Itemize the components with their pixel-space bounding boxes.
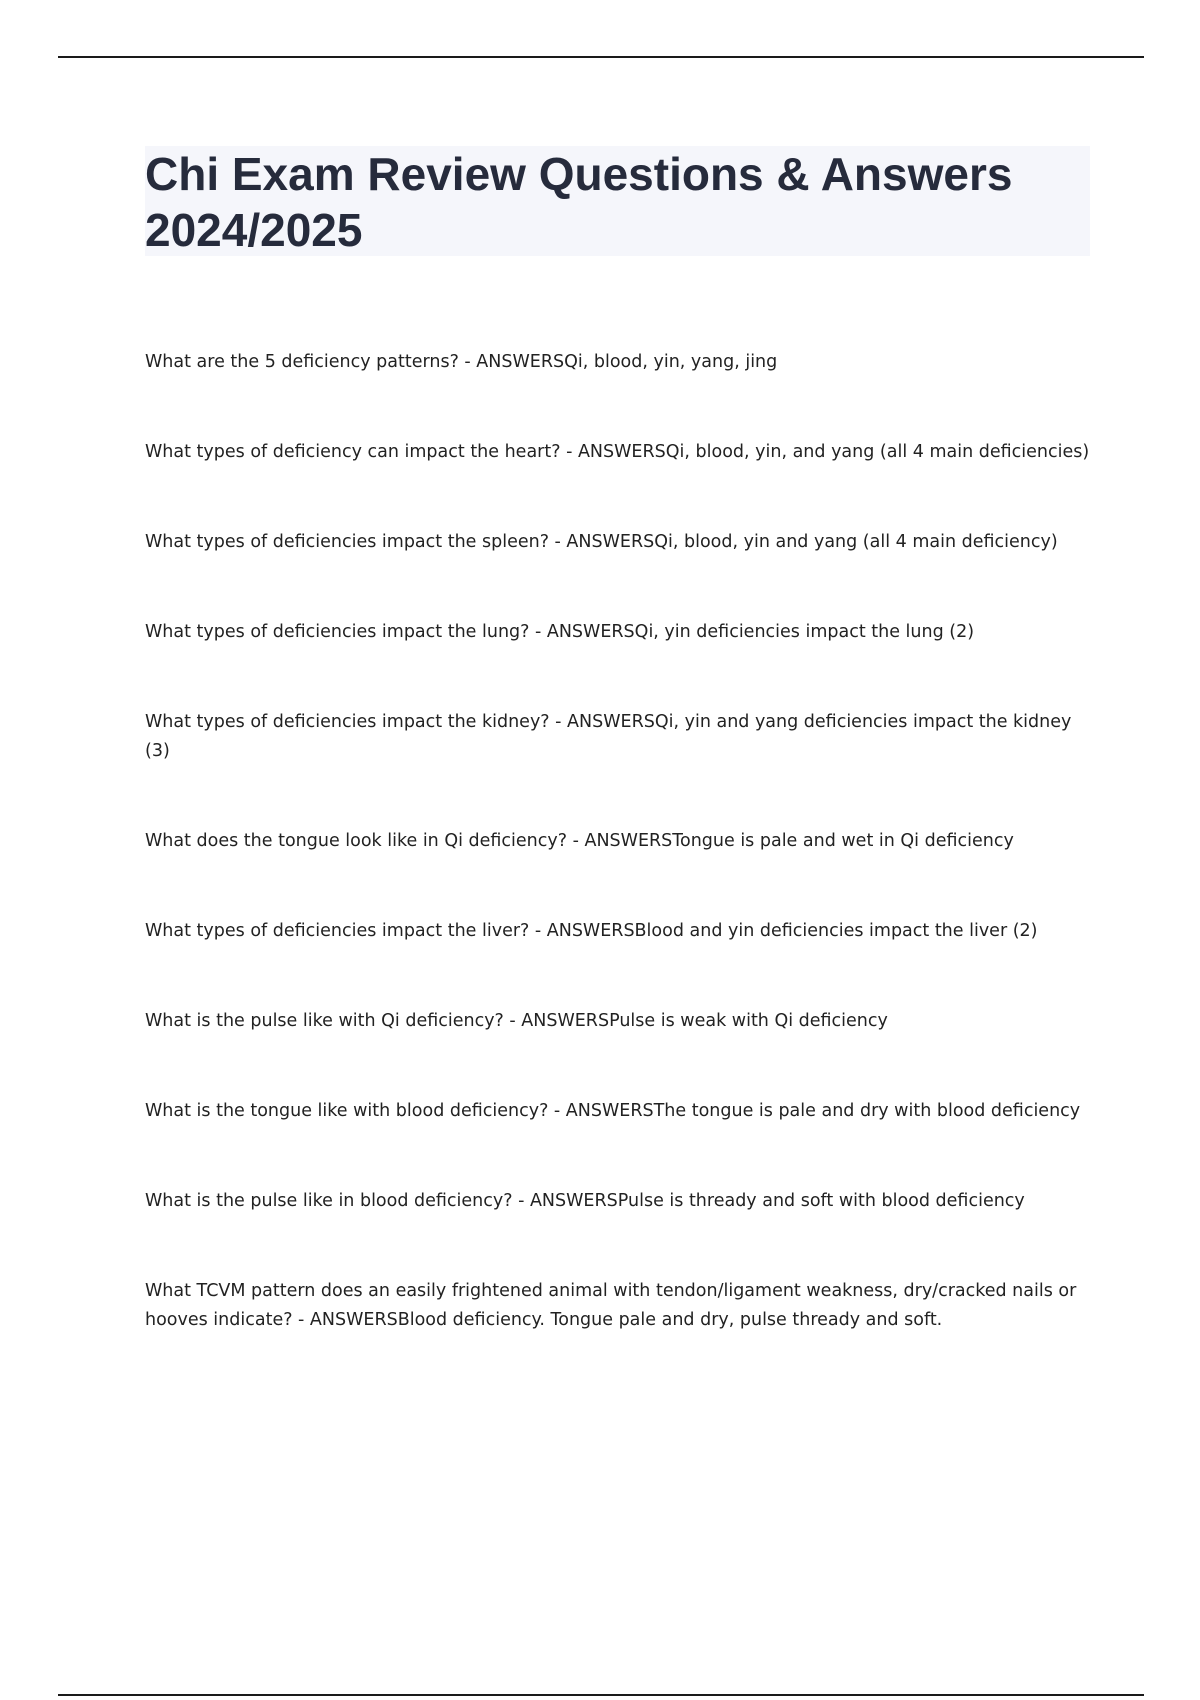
qa-item-7: What types of deficiencies impact the liver? - ANSWERSBlood and yin deficiencies impact the liver (2) [145,921,1038,941]
top-divider [58,56,1144,58]
qa-item-1: What are the 5 deficiency patterns? - ANSWERSQi, blood, yin, yang, jing [145,352,778,372]
document-title: Chi Exam Review Questions & Answers 2024/2025 [145,148,1013,256]
qa-item-3: What types of deficiencies impact the spleen? - ANSWERSQi, blood, yin and yang (all 4 main deficiency) [145,532,1058,552]
qa-item-8: What is the pulse like with Qi deficiency? - ANSWERSPulse is weak with Qi deficiency [145,1011,888,1031]
qa-item-4: What types of deficiencies impact the lung? - ANSWERSQi, yin deficiencies impact the lung (2) [145,622,975,642]
qa-item-11: What TCVM pattern does an easily frightened animal with tendon/ligament weakness, dry/cracked nails or hooves indicate? - ANSWERSBlood deficiency. Tongue pale and dry, pulse thready and soft. [145,1281,1077,1330]
qa-item-2: What types of deficiency can impact the heart? - ANSWERSQi, blood, yin, and yang (all 4 main deficiencies) [145,442,1090,462]
qa-list [145,348,1090,1335]
qa-item-6: What does the tongue look like in Qi deficiency? - ANSWERSTongue is pale and wet in Qi deficiency [145,831,1014,851]
qa-item-5: What types of deficiencies impact the kidney? - ANSWERSQi, yin and yang deficiencies impact the kidney (3) [145,712,1072,761]
title-block [145,146,1090,256]
qa-item-9: What is the tongue like with blood deficiency? - ANSWERSThe tongue is pale and dry with blood deficiency [145,1101,1081,1121]
bottom-divider [58,1694,1144,1696]
qa-item-10: What is the pulse like in blood deficiency? - ANSWERSPulse is thready and soft with blood deficiency [145,1191,1025,1211]
